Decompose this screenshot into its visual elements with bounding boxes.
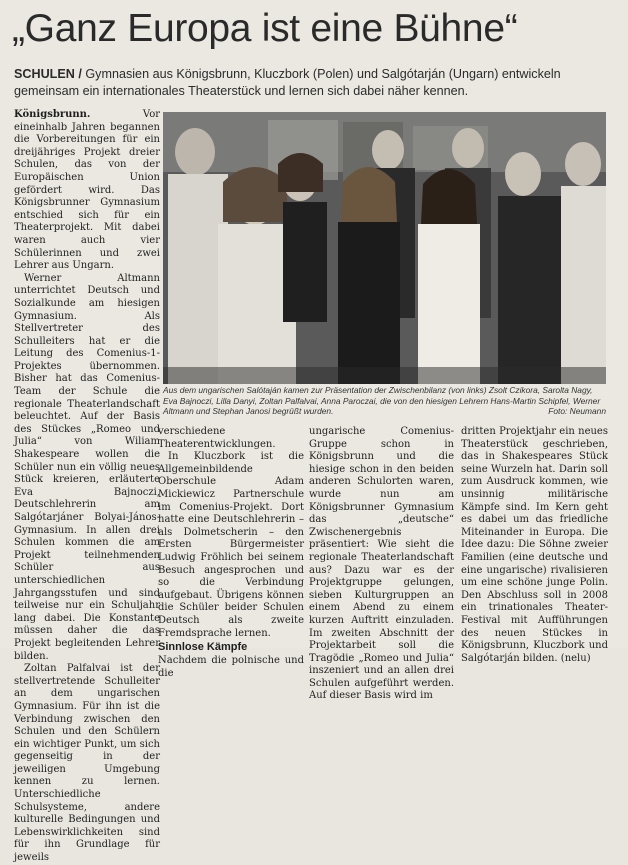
paragraph: Werner Altmann unterrichtet Deutsch und Sozialkunde am hiesigen Gymnasium. Als Stellvertreter des Schulleiters hat er die Leitung des Comenius-1-Projektes übernommen. Bisher hat das Comenius-Team der Schule die regionale Theaterlandschaft beleuchtet. Auf der Basis des Stückes „Romeo und Julia“ von Wiliam Shakespeare wollen die Schüler nun ein völlig neues Stück kreieren, erläuterte Eva Bajnoczi, Deutschlehrerin am Salgótarjáner Bolyai-János-Gymnasium. In allen drei Schulen kommen die am Projekt teilnehmenden Schüler aus unterschiedlichen Jahrgangsstufen und sind teilweise nur ein Schuljahr lang dabei. Die Konstante müssen daher die das Projekt begleitenden Lehrer bilden. <box>14 272 160 662</box>
caption-text: Aus dem ungarischen Salótaján kamen zur Präsentation der Zwischenbilanz (von links) Zsolt Czikora, Sarolta Nagy, Eva Bajnoczi, Lilla Danyi, Zoltan Palfalvai, Anna Paroczai, die von den hiesigen Lehrern Hans-Martin Schipfel, Werner Altmann und Stephan Janosi begrüßt wurden. <box>163 385 601 416</box>
deck-text: Gymnasien aus Königsbrunn, Kluczbork (Polen) und Salgótarján (Ungarn) entwickeln gemeinsam ein internationales Theaterstück und lernen sich dabei näher kennen. <box>14 67 561 98</box>
subheading: Sinnlose Kämpfe <box>158 641 248 654</box>
group-photo <box>163 112 606 384</box>
paragraph: Nachdem die polnische und die <box>158 655 304 679</box>
headline: „Ganz Europa ist eine Bühne“ <box>12 7 518 50</box>
paragraph: ungarische Comenius-Gruppe schon in Königsbrunn und die hiesige schon in den beiden anderen Schulorten waren, wurde nun am Königsbrunner Gymnasium das „deutsche“ Zwischenergebnis präsentiert: Wie sieht die regionale Theaterlandschaft aus? Dazu war es der Projektgruppe gelungen, sieben Kulturgruppen an einem Abend zu einem kurzen Auftritt einzuladen. Im zweiten Abschnitt der Projektarbeit soll die Tragödie „Romeo und Julia“ inszeniert und an allen drei Schulen aufgeführt werden. Auf dieser Basis wird im <box>309 426 454 702</box>
photo-illustration <box>163 112 606 384</box>
paragraph: verschiedene Theaterentwicklungen. <box>158 426 276 450</box>
deck <box>14 66 610 100</box>
article-column-2 <box>158 426 304 680</box>
dateline: Königsbrunn. <box>14 109 91 120</box>
paragraph: In Kluczbork ist die Allgemeinbildende Oberschule Adam Mickiewicz Partnerschule im Comenius-Projekt. Dort hatte eine Deutschlehrerin – als Dolmetscherin – den Ersten Bürgermeister Ludwig Fröhlich bei seinem Besuch angesprochen und so die Verbindung aufgebaut. Übrigens können die Schüler beider Schulen Deutsch als zweite Fremdsprache lernen. <box>158 451 304 639</box>
article-column-1 <box>14 109 160 864</box>
article-column-3 <box>309 426 454 703</box>
paragraph <box>14 109 160 273</box>
photo-caption <box>163 385 606 417</box>
article-column-4 <box>461 426 608 665</box>
paragraph: Zoltan Palfalvai ist der stellvertretende Schulleiter an dem ungarischen Gymnasium. Für ihn ist die Verbindung zwischen den Schulen und den Schülern ein wichtiger Punkt, um sich gegenseitig in der jeweiligen Umgebung kennen zu lernen. Unterschiedliche Schulsysteme, andere kulturelle Bedingungen und Lebenswirklichkeiten sind für ihn Grundlage für jeweils <box>14 663 160 864</box>
photo-credit: Foto: Neumann <box>548 406 606 416</box>
paragraph-text: Vor eineinhalb Jahren begannen die Vorbereitungen für ein dreijähriges Projekt dreier Schulen, das von der Europäischen Union gefördert wird. Das Königsbrunner Gymnasium entschied sich für ein Theaterprojekt. Mit dabei waren auch vier Schülerinnen und zwei Lehrer aus Ungarn. <box>14 109 160 272</box>
paragraph: dritten Projektjahr ein neues Theaterstück geschrieben, das in Shakespeares Stück seine Wurzeln hat. Darin soll zum Ausdruck kommen, wie unsinnig militärische Kämpfe sind. Im Kern geht es dabei um das friedliche Miteinander in Europa. Die Idee dazu: Die Söhne zweier Familien (eine deutsche und eine ungarische) rivalisieren um eine schöne junge Polin. Den Abschluss soll in 2008 ein trinationales Theater-Festival mit Aufführungen des neuen Stückes in Königsbrunn, Kluczbork und Salgótarján bilden. (nelu) <box>461 426 608 664</box>
deck-section: SCHULEN / <box>14 67 82 81</box>
